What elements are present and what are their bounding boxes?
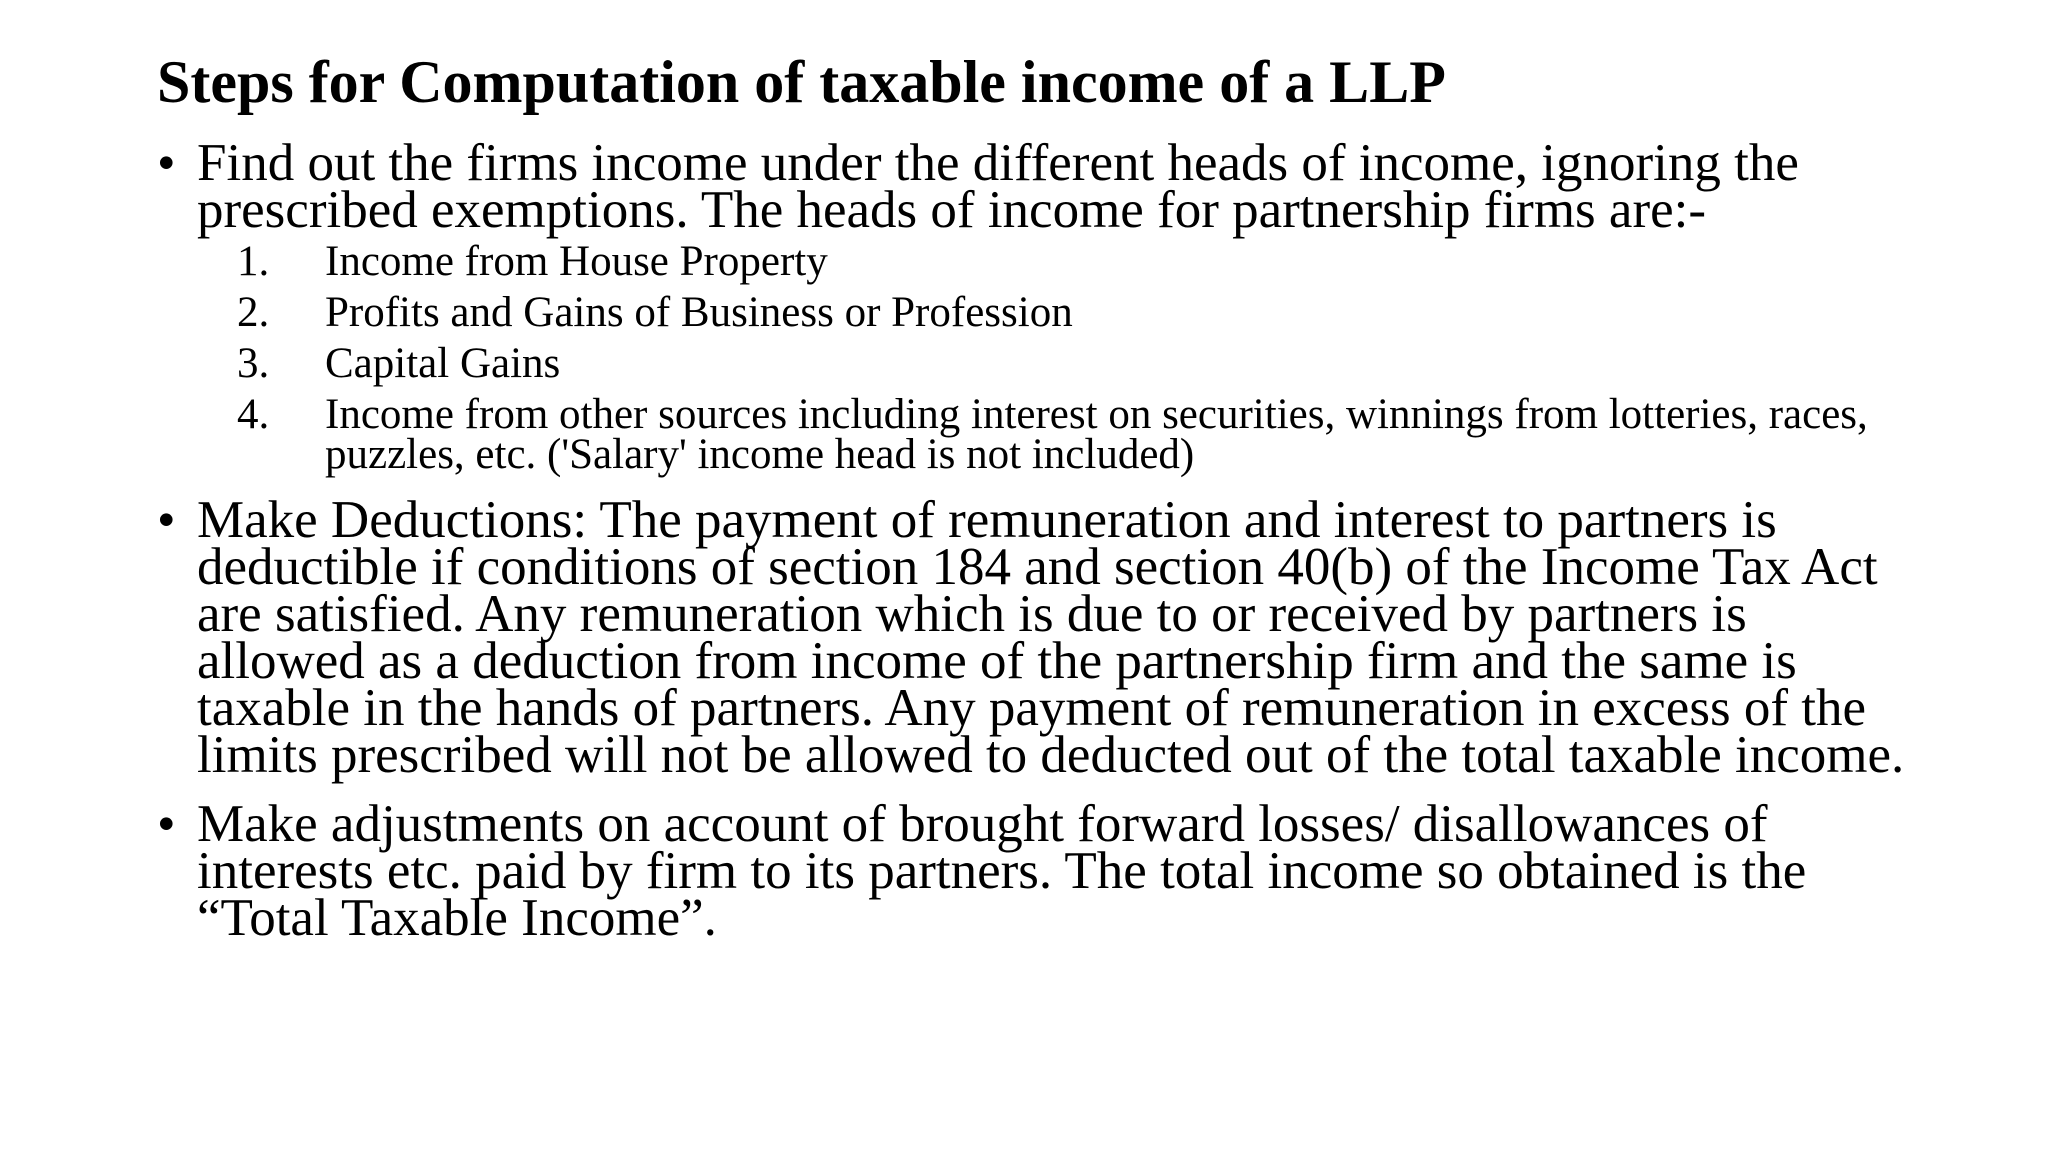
list-item-number: 2. — [237, 289, 270, 336]
list-item-text: Income from other sources including interest on securities, winnings from lotteries, races, puzzles, etc. ('Salary' income head is not included) — [325, 391, 1868, 478]
list-item-text: Capital Gains — [325, 340, 561, 387]
bullet-text: Make Deductions: The payment of remuneration and interest to partners is deductible if conditions of section 184 and section 40(b) of the Income Tax Act are satisfied. Any remuneration which is due to or received by partners is allowed as a deduction from income of the partnership firm and the same is taxable in the hands of partners. Any payment of remuneration in excess of the limits prescribed will not be allowed to deducted out of the total taxable income. — [197, 491, 1905, 784]
bullet-text: Make adjustments on account of brought forward losses/ disallowances of interests etc. paid by firm to its partners. The total income so obtained is the “Total Taxable Income”. — [197, 795, 1807, 947]
bullet-marker: • — [157, 134, 176, 192]
bullet-marker: • — [157, 795, 176, 853]
list-item — [197, 289, 1917, 336]
list-item — [197, 238, 1917, 285]
bullet-item — [157, 795, 1917, 947]
bullet-marker: • — [157, 491, 176, 549]
list-item-number: 3. — [237, 340, 270, 387]
slide-title: Steps for Computation of taxable income of a LLP — [157, 49, 1446, 115]
list-item-number: 4. — [237, 391, 270, 438]
heads-of-income-list — [197, 238, 1917, 478]
bullet-text: Find out the firms income under the different heads of income, ignoring the prescribed exemptions. The heads of income for partnership firms are:- — [197, 134, 1799, 239]
bullet-item — [157, 491, 1917, 784]
list-item-number: 1. — [237, 238, 270, 285]
list-item — [197, 340, 1917, 387]
list-item-text: Profits and Gains of Business or Profession — [325, 289, 1073, 336]
list-item-text: Income from House Property — [325, 238, 828, 285]
bullet-item — [157, 134, 1917, 478]
bullet-list — [157, 134, 1917, 964]
list-item — [197, 391, 1917, 478]
